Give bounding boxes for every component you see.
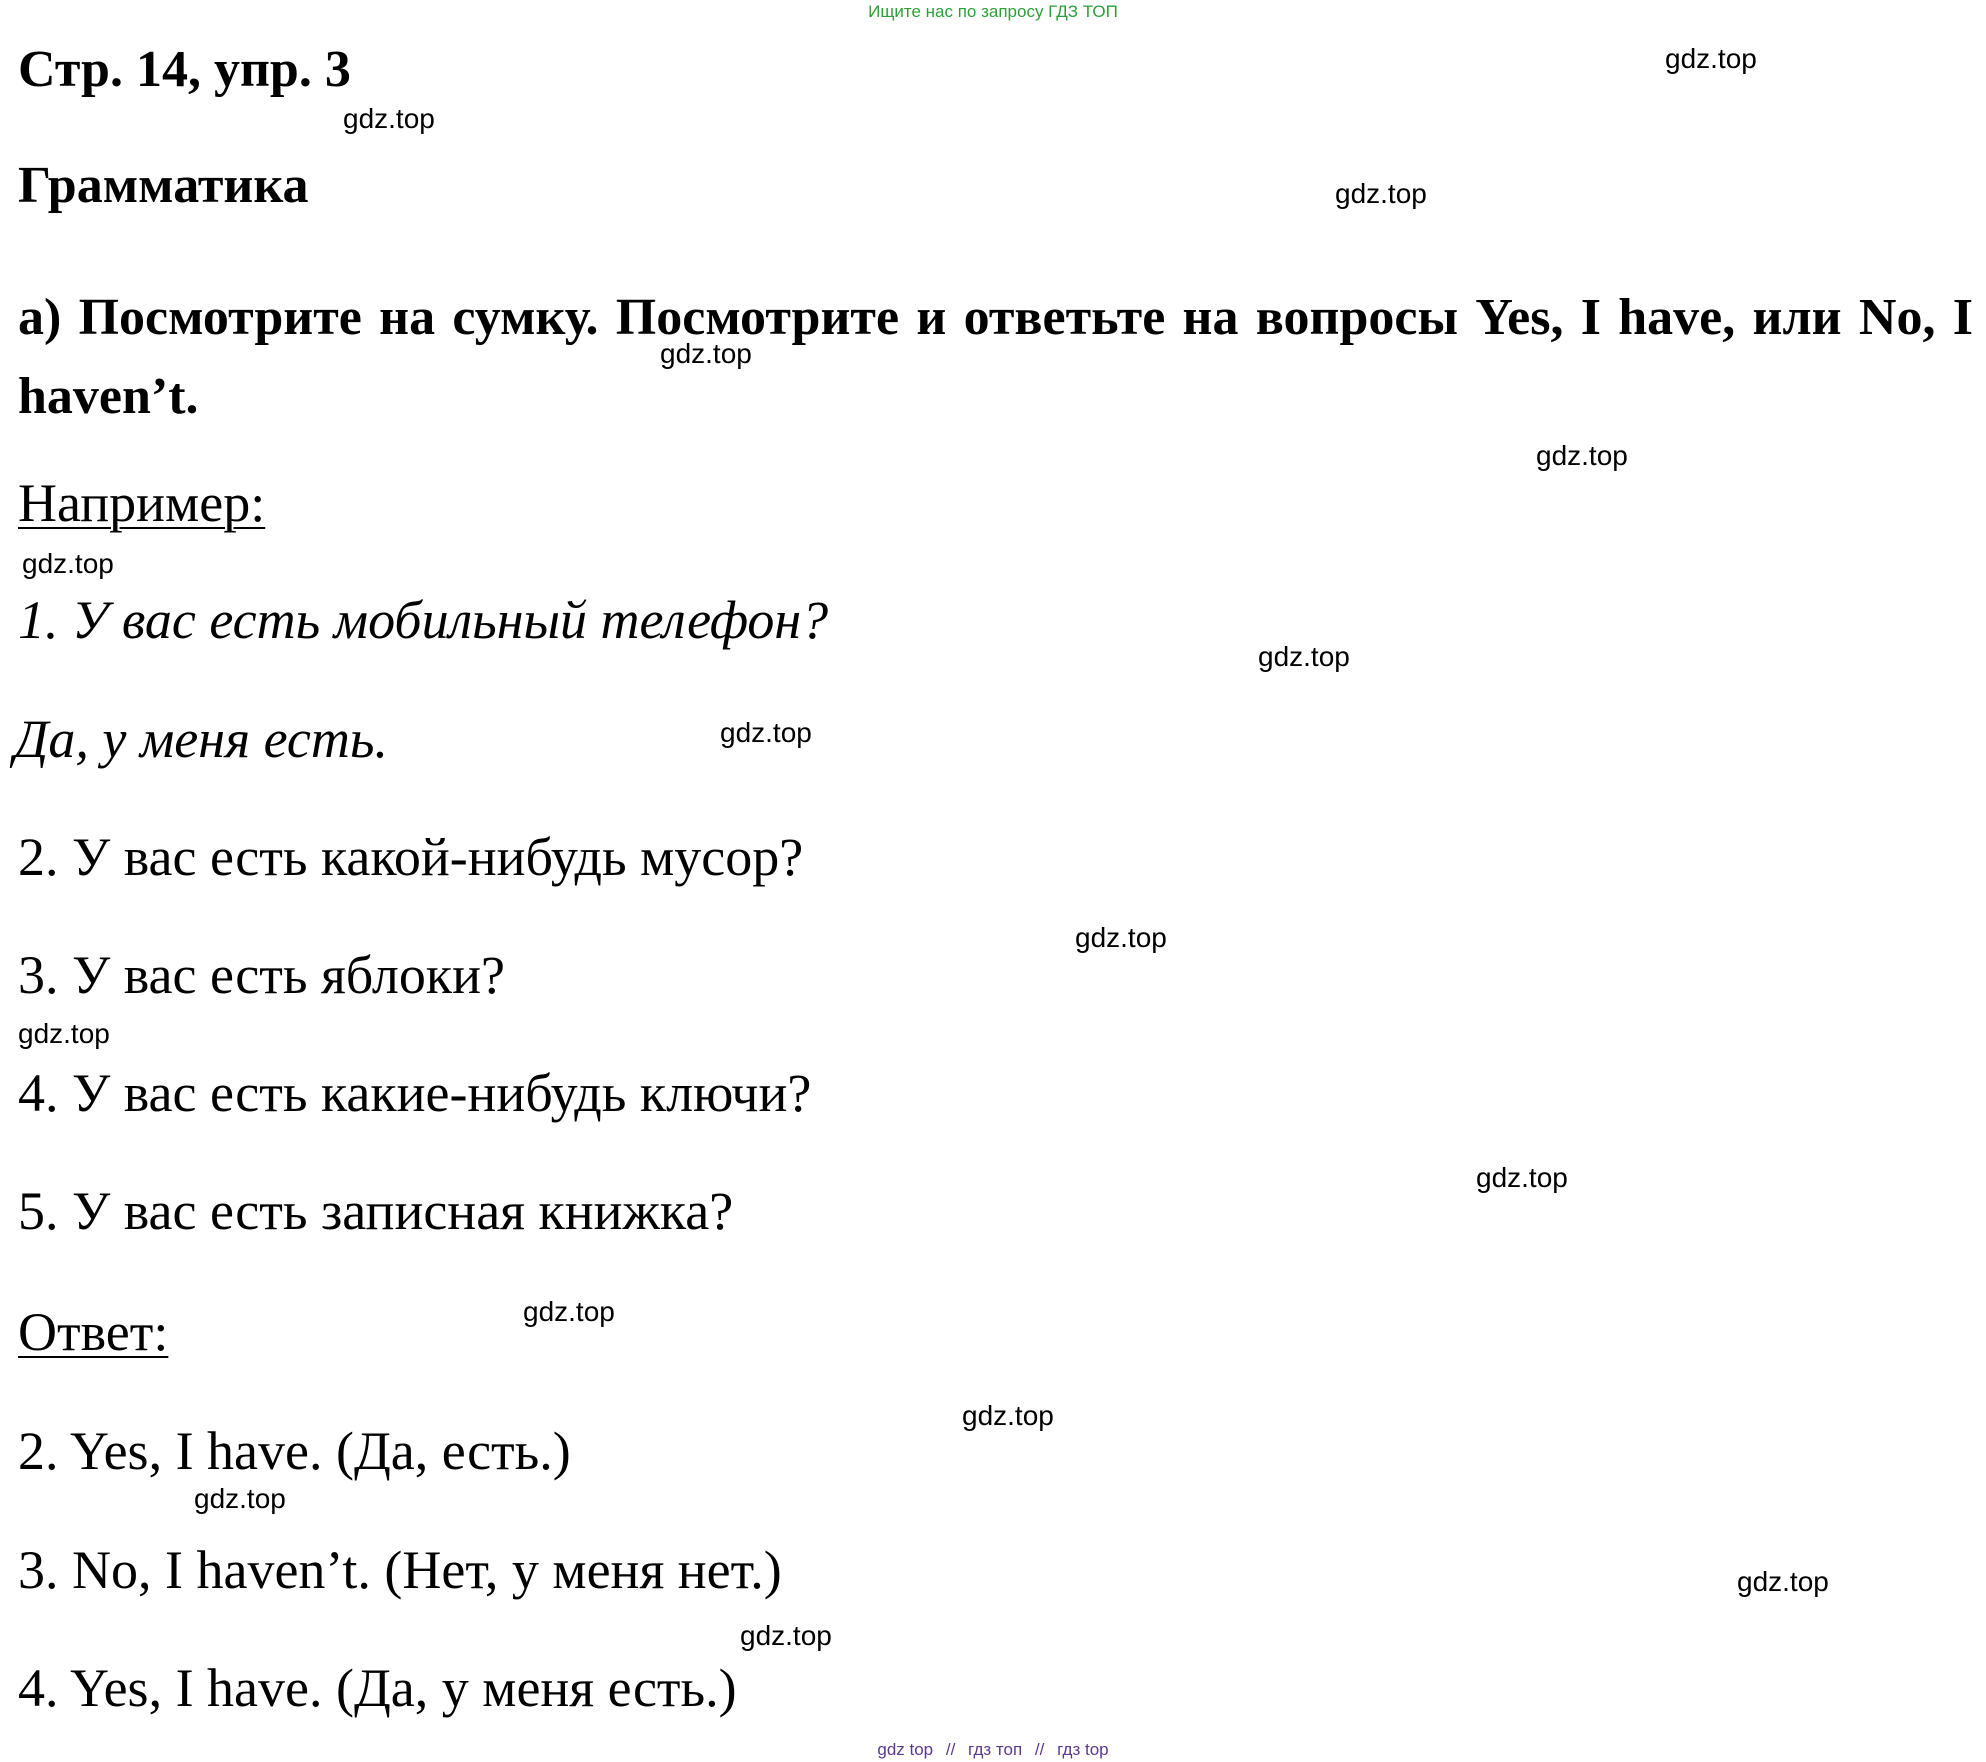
watermark-text: gdz.top bbox=[343, 103, 435, 134]
section-heading: Грамматика bbox=[18, 157, 309, 214]
watermark-text: gdz.top bbox=[194, 1483, 286, 1514]
footer-links bbox=[0, 1740, 1986, 1760]
footer-link[interactable]: гдз top bbox=[1057, 1740, 1109, 1759]
example-label: Например: bbox=[18, 473, 266, 533]
footer-separator: // bbox=[1034, 1740, 1045, 1759]
question-item: 4. У вас есть какие-нибудь ключи? bbox=[18, 1063, 812, 1123]
answer-item: 3. No, I haven’t. (Нет, у меня нет.) bbox=[18, 1540, 782, 1600]
task-instruction: а) Посмотрите на сумку. Посмотрите и ответьте на вопросы Yes, I have, или No, I haven’t. bbox=[18, 289, 1973, 426]
example-question: 1. У вас есть мобильный телефон? bbox=[18, 590, 829, 650]
question-item: 3. У вас есть яблоки? bbox=[18, 945, 505, 1005]
watermark-text: gdz.top bbox=[1665, 43, 1757, 74]
answer-item: 4. Yes, I have. (Да, у меня есть.) bbox=[18, 1658, 737, 1718]
watermark-text: gdz.top bbox=[1536, 440, 1628, 471]
watermark-text: gdz.top bbox=[1476, 1162, 1568, 1193]
watermark-text: gdz.top bbox=[523, 1296, 615, 1327]
watermark-text: gdz.top bbox=[660, 338, 752, 369]
watermark-text: gdz.top bbox=[1258, 641, 1350, 672]
watermark-text: gdz.top bbox=[962, 1400, 1054, 1431]
answer-label: Ответ: bbox=[18, 1302, 169, 1362]
watermark-text: gdz.top bbox=[1075, 922, 1167, 953]
page-title: Стр. 14, упр. 3 bbox=[18, 41, 351, 98]
question-item: 2. У вас есть какой-нибудь мусор? bbox=[18, 827, 804, 887]
footer-separator: // bbox=[945, 1740, 956, 1759]
watermark-text: gdz.top bbox=[18, 1018, 110, 1049]
footer-link[interactable]: гдз топ bbox=[968, 1740, 1023, 1759]
example-answer: Да, у меня есть. bbox=[14, 709, 388, 769]
watermark-text: gdz.top bbox=[720, 717, 812, 748]
top-banner-link[interactable]: Ищите нас по запросу ГДЗ ТОП bbox=[868, 2, 1118, 21]
watermark-text: gdz.top bbox=[1335, 178, 1427, 209]
watermark-text: gdz.top bbox=[740, 1620, 832, 1651]
question-item: 5. У вас есть записная книжка? bbox=[18, 1181, 734, 1241]
watermark-text: gdz.top bbox=[1737, 1566, 1829, 1597]
answer-item: 2. Yes, I have. (Да, есть.) bbox=[18, 1421, 571, 1481]
footer-link[interactable]: gdz top bbox=[877, 1740, 934, 1759]
watermark-text: gdz.top bbox=[22, 548, 114, 579]
